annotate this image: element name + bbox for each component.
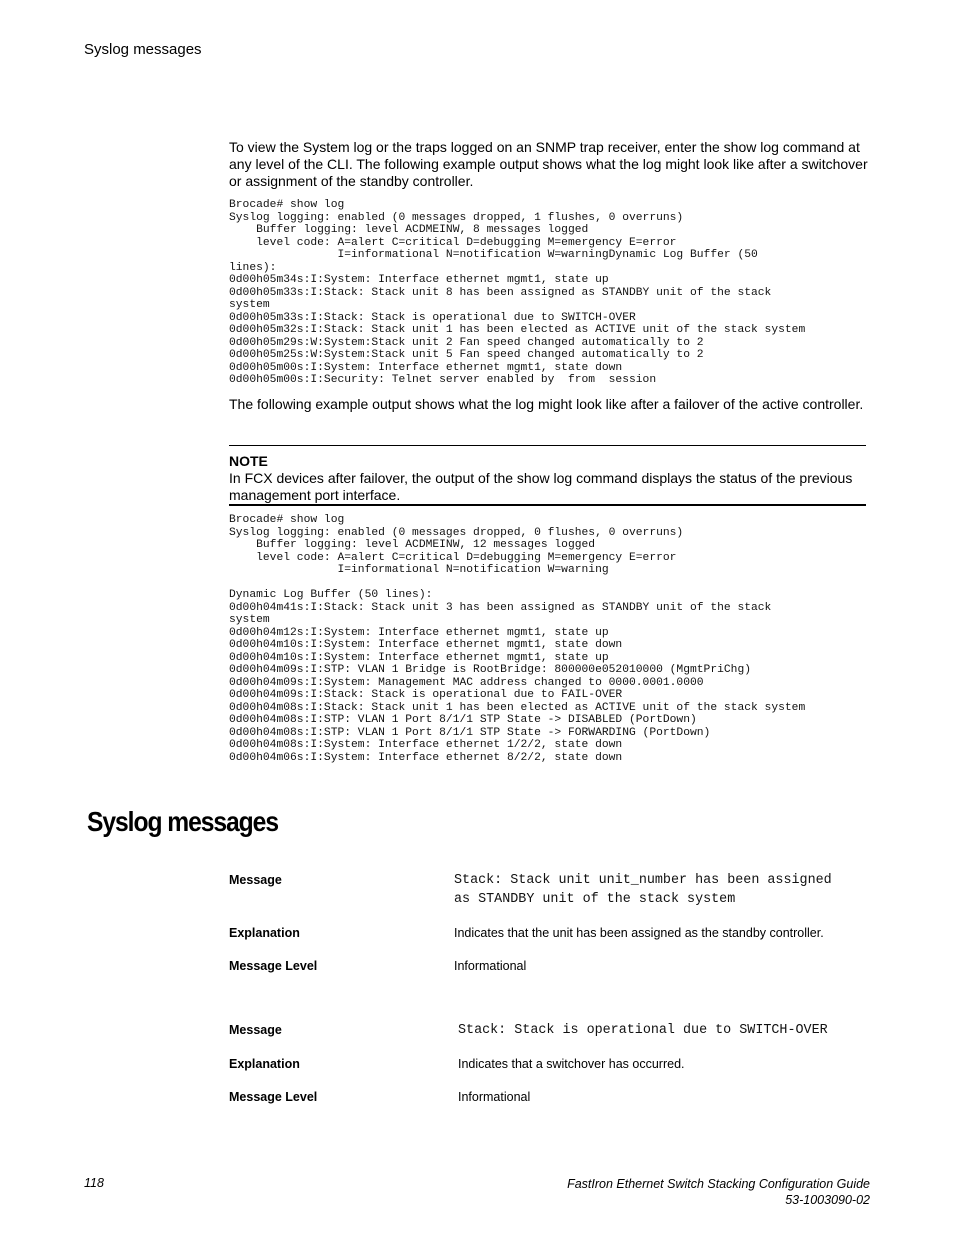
document-number: 53-1003090-02	[785, 1193, 870, 1207]
note-label: NOTE	[229, 453, 268, 469]
explanation-text: Indicates that a switchover has occurred.	[458, 1057, 685, 1071]
page-number: 118	[84, 1176, 104, 1190]
message-level-label: Message Level	[229, 1090, 318, 1104]
message-level-value: Informational	[458, 1090, 531, 1104]
note-top-rule	[229, 445, 866, 446]
code-block-switchover: Brocade# show log Syslog logging: enabled (0 messages dropped, 1 flushes, 0 overruns) Buffer logging: level ACDMEINW, 8 messages logged level code: A=alert C=critical D=debugging M=emergency E=error I=informational N=notification W=warningDynamic Log Buffer (50 lines): 0d00h05m34s:I:System: Interface ethernet mgmt1, state up 0d00h05m33s:I:Stack: Stack unit 8 has been assigned as STANDBY unit of the stack system 0d00h05m33s:I:Stack: Stack is operational due to SWITCH-OVER 0d00h05m32s:I:Stack: Stack unit 1 has been elected as ACTIVE unit of the stack system 0d00h05m29s:W:System:Stack unit 2 Fan speed changed automatically to 2 0d00h05m25s:W:System:Stack unit 5 Fan speed changed automatically to 2 0d00h05m00s:I:System: Interface ethernet mgmt1, state down 0d00h05m00s:I:Security: Telnet server enabled by from session	[229, 199, 806, 386]
note-bottom-rule	[229, 504, 866, 506]
explanation-text: Indicates that the unit has been assigned as the standby controller.	[454, 926, 824, 940]
explanation-label: Explanation	[229, 926, 300, 940]
message-label: Message	[229, 873, 282, 887]
note-text: In FCX devices after failover, the output of the show log command displays the status of the previous management port interface.	[229, 470, 853, 503]
explanation-label: Explanation	[229, 1057, 300, 1071]
footer-document-info	[567, 1176, 870, 1208]
intro-paragraph: To view the System log or the traps logged on an SNMP trap receiver, enter the show log command at any level of the CLI. The following example output shows what the log might look like after a switchover or assignment of the standby controller.	[229, 139, 868, 189]
failover-intro-paragraph: The following example output shows what the log might look like after a failover of the active controller.	[229, 396, 864, 412]
message-level-label: Message Level	[229, 959, 318, 973]
code-block-failover: Brocade# show log Syslog logging: enabled (0 messages dropped, 0 flushes, 0 overruns) Buffer logging: level ACDMEINW, 12 messages logged level code: A=alert C=critical D=debugging M=emergency E=error I=informational N=notification W=warning Dynamic Log Buffer (50 lines): 0d00h04m41s:I:Stack: Stack unit 3 has been assigned as STANDBY unit of the stack system 0d00h04m12s:I:System: Interface ethernet mgmt1, state up 0d00h04m10s:I:System: Interface ethernet mgmt1, state down 0d00h04m10s:I:System: Interface ethernet mgmt1, state up 0d00h04m09s:I:STP: VLAN 1 Bridge is RootBridge: 800000e052010000 (MgmtPriChg) 0d00h04m09s:I:System: Management MAC address changed to 0000.0001.0000 0d00h04m09s:I:Stack: Stack is operational due to FAIL-OVER 0d00h04m08s:I:Stack: Stack unit 1 has been elected as ACTIVE unit of the stack system 0d00h04m08s:I:STP: VLAN 1 Port 8/1/1 STP State -> DISABLED (PortDown) 0d00h04m08s:I:STP: VLAN 1 Port 8/1/1 STP State -> FORWARDING (PortDown) 0d00h04m08s:I:System: Interface ethernet 1/2/2, state down 0d00h04m06s:I:System: Interface ethernet 8/2/2, state down	[229, 514, 806, 764]
message-text: Stack: Stack unit unit_number has been assigned as STANDBY unit of the stack system	[454, 873, 832, 907]
message-text: Stack: Stack is operational due to SWITCH-OVER	[458, 1023, 828, 1038]
guide-title: FastIron Ethernet Switch Stacking Configuration Guide	[567, 1177, 870, 1191]
running-header: Syslog messages	[84, 41, 202, 58]
message-level-value: Informational	[454, 959, 527, 973]
section-heading: Syslog messages	[87, 806, 278, 837]
message-label: Message	[229, 1023, 282, 1037]
